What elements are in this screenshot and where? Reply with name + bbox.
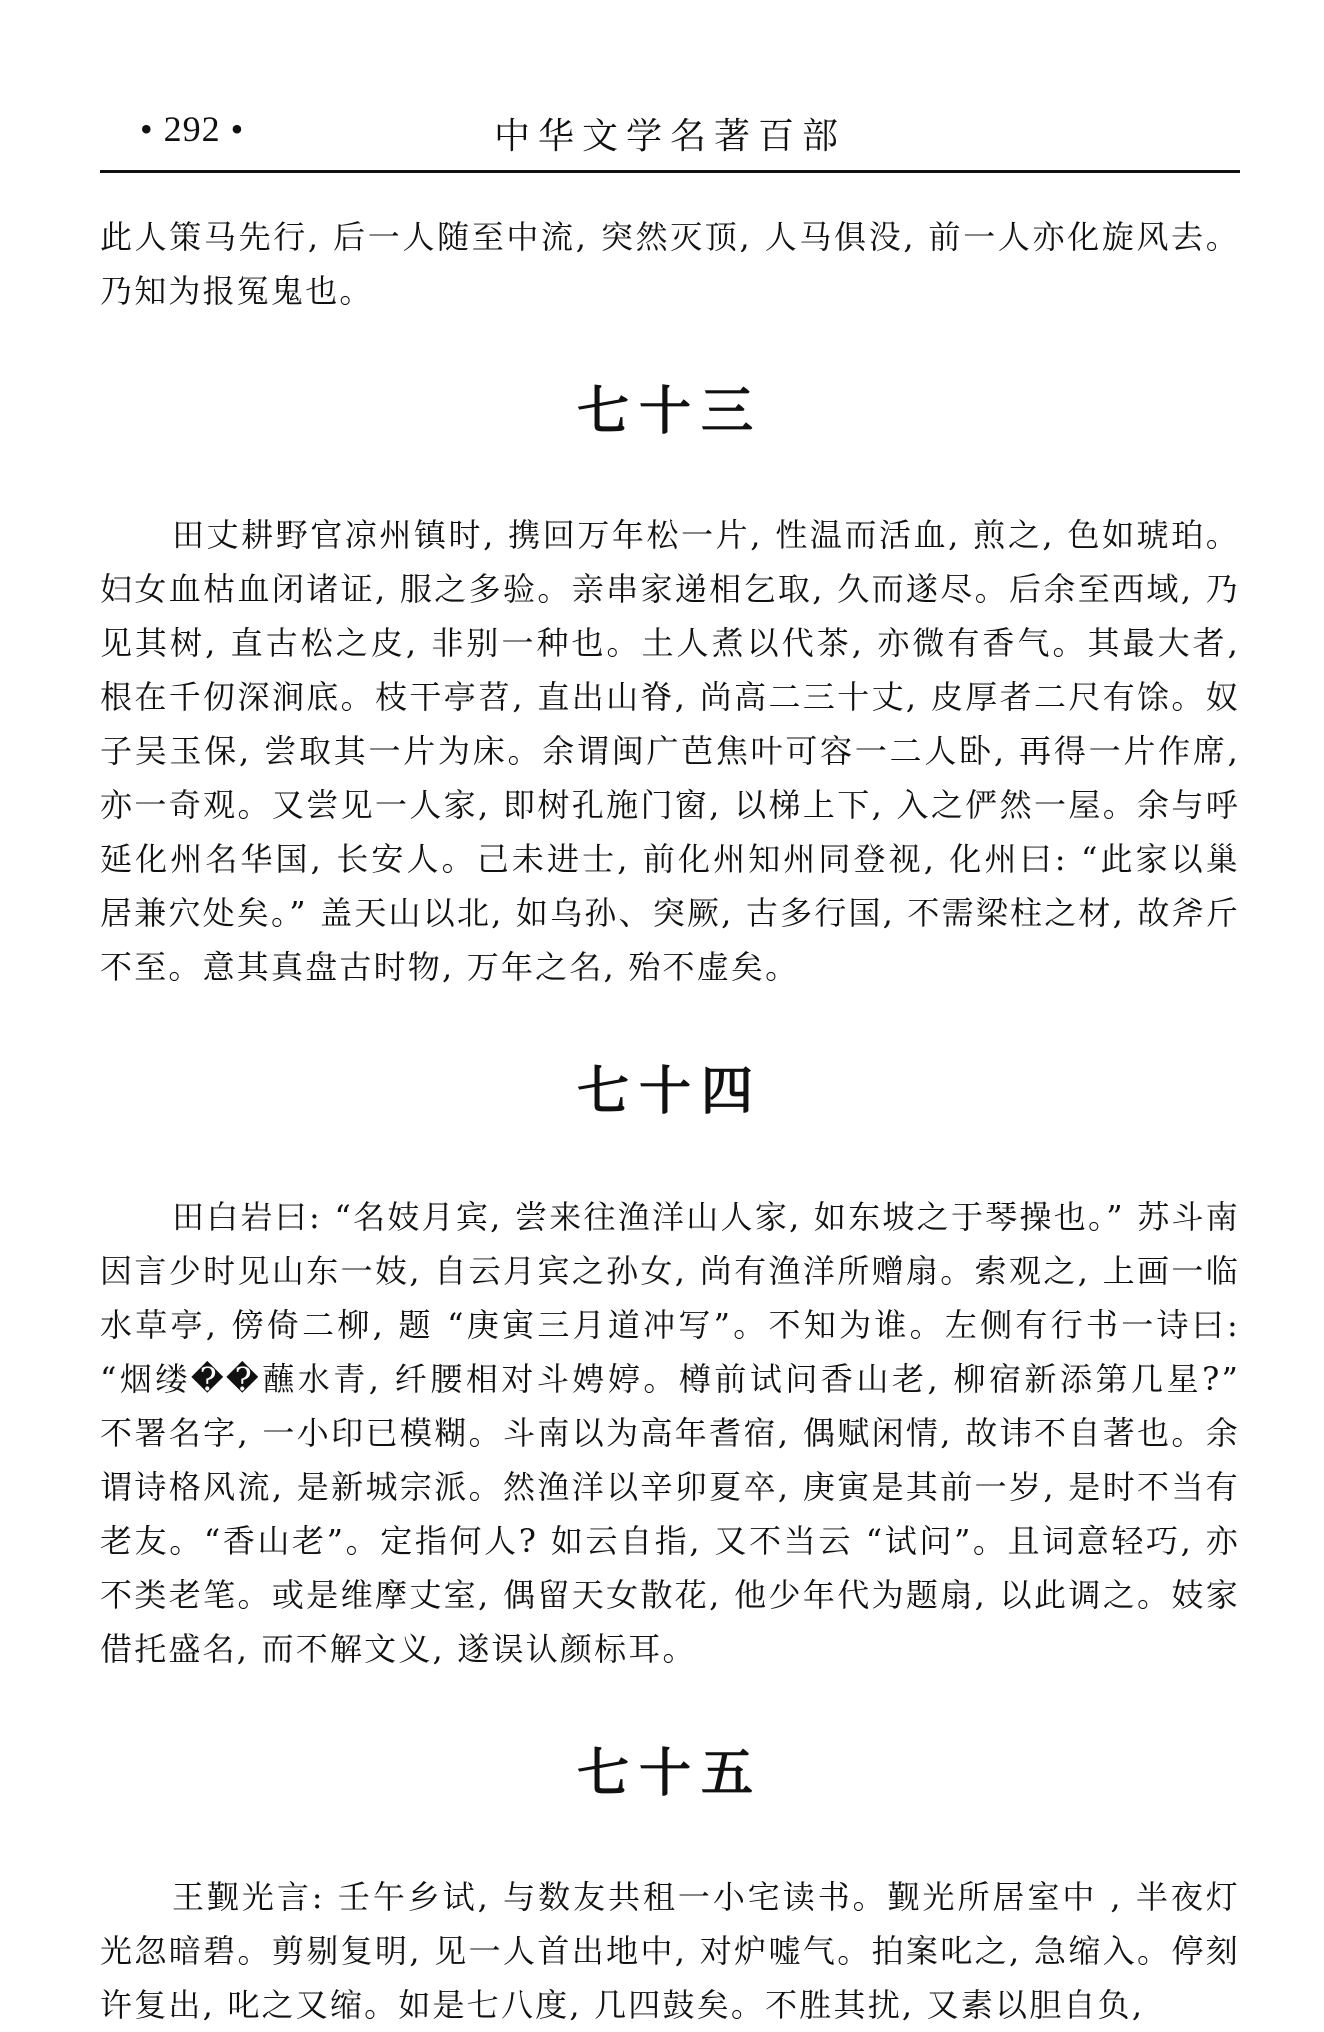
page-number: • 292 • (140, 109, 245, 149)
body-text (100, 210, 1240, 2032)
page-header (100, 108, 1240, 168)
section-paragraph-73: 田丈耕野官凉州镇时, 携回万年松一片, 性温而活血, 煎之, 色如琥珀。妇女血枯血闭诸证, 服之多验。亲串家递相乞取, 久而遂尽。后余至西域, 乃见其树, 直古松之皮, 非别一种也。土人煮以代茶, 亦微有香气。其最大者, 根在千仞深涧底。枝干亭苕, 直出山脊, 尚高二三十丈, 皮厚者二尺有馀。奴子吴玉保, 尝取其一片为床。余谓闽广芭焦叶可容一二人卧, 再得一片作席, 亦一奇观。又尝见一人家, 即树孔施门窗, 以梯上下, 入之俨然一屋。余与呼延化州名华国, 长安人。己未进士, 前化州知州同登视, 化州曰: “此家以巢居兼穴处矣。” 盖天山以北, 如乌孙、突厥, 古多行国, 不需梁柱之材, 故斧斤不至。意其真盘古时物, 万年之名, 殆不虚矣。 (100, 516, 1240, 986)
section-heading-75: 七十五 (576, 1744, 763, 1804)
header-rule (100, 170, 1240, 173)
section-paragraph-75: 王觐光言: 壬午乡试, 与数友共租一小宅读书。觐光所居室中 , 半夜灯光忽暗碧。剪剔复明, 见一人首出地中, 对炉嘘气。拍案叱之, 急缩入。停刻许复出, 叱之又缩。如是七八度, 几四鼓矣。不胜其扰, 又素以胆自负, (100, 1878, 1240, 2024)
running-title: 中华文学名著百部 (493, 116, 846, 157)
section-heading-74: 七十四 (576, 1062, 763, 1122)
intro-paragraph: 此人策马先行, 后一人随至中流, 突然灭顶, 人马俱没, 前一人亦化旋风去。乃知为报冤鬼也。 (100, 218, 1240, 310)
section-heading-73: 七十三 (576, 382, 763, 442)
section-paragraph-74: 田白岩曰: “名妓月宾, 尝来往渔洋山人家, 如东坡之于琴操也。” 苏斗南因言少时见山东一妓, 自云月宾之孙女, 尚有渔洋所赠扇。索观之, 上画一临水草亭, 傍倚二柳, 题 “庚寅三月道冲写”。不知为谁。左侧有行书一诗曰: “烟缕��蘸水青, 纤腰相对斗娉婷。樽前试问香山老, 柳宿新添第几星?” 不署名字, 一小印已模糊。斗南以为高年耆宿, 偶赋闲情, 故讳不自著也。余谓诗格风流, 是新城宗派。然渔洋以辛卯夏卒, 庚寅是其前一岁, 是时不当有老友。“香山老”。定指何人? 如云自指, 又不当云 “试问”。且词意轻巧, 亦不类老笔。或是维摩丈室, 偶留天女散花, 他少年代为题扇, 以此调之。妓家借托盛名, 而不解文义, 遂误认颜标耳。 (100, 1198, 1240, 1668)
